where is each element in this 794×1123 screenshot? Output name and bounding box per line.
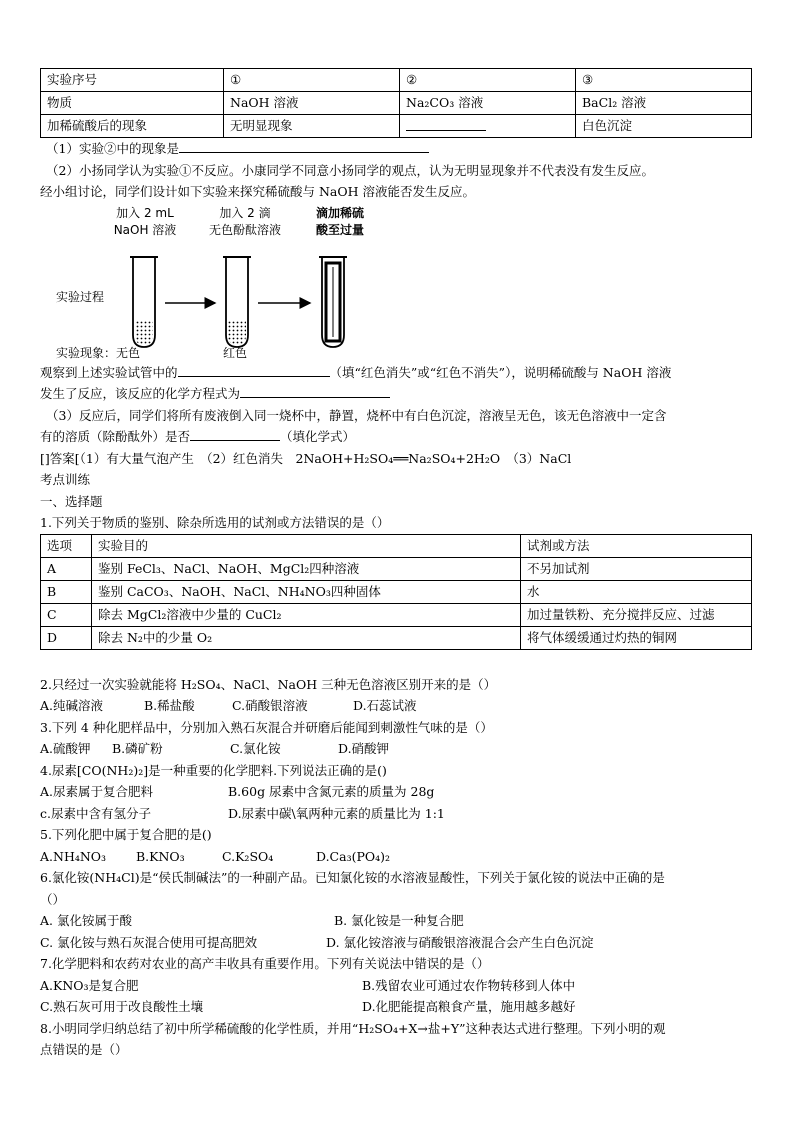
document-page: [40, 68, 752, 1061]
table-cell: 水: [521, 580, 752, 603]
option-b[interactable]: B. 氯化铵是一种复合肥: [334, 913, 464, 928]
question-text: 有的溶质（除酚酞外）是否: [40, 429, 191, 444]
table-header-cell: ②: [400, 69, 576, 92]
table-header-cell: 实验序号: [41, 69, 224, 92]
option-c[interactable]: C.硝酸银溶液: [232, 698, 308, 713]
question-text: （填化学式）: [280, 429, 356, 444]
option-d[interactable]: D. 氯化铵溶液与硝酸银溶液混合会产生白色沉淀: [326, 934, 594, 950]
question-line: 4.尿素[CO(NH₂)₂]是一种重要的化学肥料.下列说法正确的是(): [40, 762, 387, 778]
table-cell: 将气体缓缓通过灼热的铜网: [521, 626, 752, 649]
step1-line: 加入 2 mL: [116, 205, 174, 220]
phenomenon-red-label: 红色: [222, 345, 247, 360]
option-c[interactable]: c.尿素中含有氢分子: [40, 805, 151, 821]
answer-blank[interactable]: [240, 384, 390, 398]
option-d[interactable]: D.化肥能提高粮食产量，施用越多越好: [362, 999, 576, 1014]
step2-line: 加入 2 滴: [219, 205, 271, 220]
option-a[interactable]: A.KNO₃是复合肥: [40, 977, 139, 993]
question-text: 发生了反应，该反应的化学方程式为: [40, 386, 241, 401]
table-cell: A: [41, 557, 92, 580]
table-cell: 无明显现象: [224, 115, 400, 138]
question-line: [40, 383, 752, 405]
options-line: [40, 781, 752, 803]
test-tube-2-icon: [223, 257, 251, 347]
test-tube-3-icon: [319, 257, 347, 347]
question-line: （）: [40, 891, 66, 907]
table-row: [41, 69, 752, 92]
options-line: [40, 910, 752, 932]
table-header-cell: ③: [576, 69, 752, 92]
test-tube-1-icon: [130, 257, 158, 347]
option-d[interactable]: D.尿素中碳\氧两种元素的质量比为 1:1: [228, 805, 445, 821]
option-b[interactable]: B.磷矿粉: [112, 741, 163, 756]
table-row: [41, 626, 752, 649]
question-line: [40, 138, 752, 160]
table-cell: 加过量铁粉、充分搅拌反应、过滤: [521, 603, 752, 626]
option-d[interactable]: D.石蕊试液: [353, 698, 417, 713]
question-line: 6.氯化铵(NH₄Cl)是“侯氏制碱法”的一种副产品。已知氯化铵的水溶液显酸性，下列关于氯化铵的说法中正确的是: [40, 870, 665, 885]
option-a[interactable]: A.NH₄NO₃: [40, 848, 107, 864]
table-cell: 白色沉淀: [576, 115, 752, 138]
table-header-cell: ①: [224, 69, 400, 92]
table-header-cell: 实验目的: [92, 534, 521, 557]
table-row: [41, 534, 752, 557]
table-row: [41, 580, 752, 603]
answer-line: []答案[（1）有大量气泡产生 （2）红色消失 2NaOH+H₂SO₄══Na₂SO₄+2H₂O （3）NaCl: [40, 450, 572, 466]
table-cell: C: [41, 603, 92, 626]
question-text: 观察到上述实验试管中的: [40, 364, 178, 380]
answer-blank[interactable]: [178, 363, 330, 377]
test-tubes-diagram: [40, 205, 440, 362]
options-line: [40, 846, 752, 868]
experiment-figure: [40, 205, 752, 362]
option-a[interactable]: A.纯碱溶液: [40, 698, 104, 713]
option-b[interactable]: B.稀盐酸: [144, 698, 195, 713]
question-line: 1.下列关于物质的鉴别、除杂所选用的试剂或方法错误的是（）: [40, 515, 390, 530]
step2-line: 无色酚酞溶液: [208, 222, 281, 237]
step3-line: 酸至过量: [315, 222, 364, 237]
table-row: [41, 92, 752, 115]
question-line: 5.下列化肥中属于复合肥的是(): [40, 827, 212, 842]
option-d[interactable]: D.Ca₃(PO₄)₂: [316, 848, 391, 864]
question-text: （填“红色消失”或“红色不消失”），说明稀硫酸与 NaOH 溶液: [329, 364, 672, 380]
options-line: [40, 803, 752, 825]
question-line: 点错误的是（）: [40, 1042, 128, 1057]
question-line: 8.小明同学归纳总结了初中所学稀硫酸的化学性质，并用“H₂SO₄+X→盐+Y”这种表达式进行整理。下列小明的观: [40, 1020, 666, 1036]
process-label: 实验过程: [56, 289, 105, 304]
options-table: [40, 534, 752, 650]
option-b[interactable]: B.60g 尿素中含氮元素的质量为 28g: [228, 784, 435, 799]
question-line: （3）反应后，同学们将所有废液倒入同一烧杯中，静置，烧杯中有白色沉淀，溶液呈无色，该无色溶液中一定含: [46, 407, 667, 423]
table-cell: BaCl₂ 溶液: [576, 92, 752, 115]
table-cell: 除去 MgCl₂溶液中少量的 CuCl₂: [92, 603, 521, 626]
table-header-cell: 选项: [41, 534, 92, 557]
table-cell: D: [41, 626, 92, 649]
option-b[interactable]: B.残留农业可通过农作物转移到人体中: [362, 977, 576, 993]
question-line: （2）小扬同学认为实验①不反应。小康同学不同意小扬同学的观点，认为无明显现象并不代表没有发生反应。: [46, 162, 654, 178]
question-line: 3.下列 4 种化肥样品中，分别加入熟石灰混合并研磨后能闻到刺激性气味的是（）: [40, 719, 493, 735]
answer-blank[interactable]: [179, 139, 429, 153]
options-line: [40, 996, 752, 1018]
phenomenon-label: 实验现象：无色: [56, 345, 141, 360]
table-cell: 鉴别 FeCl₃、NaCl、NaOH、MgCl₂四种溶液: [92, 557, 521, 580]
option-c[interactable]: C.熟石灰可用于改良酸性土壤: [40, 999, 204, 1014]
table-cell: 鉴别 CaCO₃、NaOH、NaCl、NH₄NO₃四种固体: [92, 580, 521, 603]
experiment-table: [40, 68, 752, 138]
question-text: （1）实验②中的现象是: [46, 141, 179, 156]
section-title: 考点训练: [40, 472, 91, 487]
option-c[interactable]: C. 氯化铵与熟石灰混合使用可提高肥效: [40, 934, 258, 950]
table-cell: Na₂CO₃ 溶液: [400, 92, 576, 115]
option-a[interactable]: A. 氯化铵属于酸: [40, 913, 132, 928]
question-line: 经小组讨论，同学们设计如下实验来探究稀硫酸与 NaOH 溶液能否发生反应。: [40, 184, 475, 199]
table-cell: NaOH 溶液: [224, 92, 400, 115]
answer-blank[interactable]: [190, 427, 280, 441]
option-a[interactable]: A.尿素属于复合肥料: [40, 784, 154, 799]
section-title: 一、选择题: [40, 493, 103, 509]
table-row: [41, 603, 752, 626]
options-line: [40, 695, 752, 717]
table-cell: 加稀硫酸后的现象: [41, 115, 224, 138]
table-cell-blank: [400, 115, 576, 138]
answer-blank[interactable]: [406, 117, 486, 131]
option-c[interactable]: C.氯化铵: [230, 741, 281, 756]
spacer: [40, 650, 752, 674]
table-cell: B: [41, 580, 92, 603]
table-cell: 不另加试剂: [521, 557, 752, 580]
option-a[interactable]: A.硫酸钾: [40, 741, 91, 756]
question-line: [40, 426, 752, 448]
table-header-cell: 试剂或方法: [521, 534, 752, 557]
question-line: 7.化学肥料和农药对农业的高产丰收具有重要作用。下列有关说法中错误的是（）: [40, 956, 490, 971]
options-line: [40, 738, 752, 760]
question-line: 2.只经过一次实验就能将 H₂SO₄、NaCl、NaOH 三种无色溶液区别开来的是（）: [40, 676, 497, 692]
step1-line: NaOH 溶液: [113, 222, 177, 237]
table-row: [41, 557, 752, 580]
table-cell: 除去 N₂中的少量 O₂: [92, 626, 521, 649]
option-d[interactable]: D.硝酸钾: [338, 741, 390, 756]
table-row: [41, 115, 752, 138]
option-b[interactable]: B.KNO₃: [136, 848, 185, 864]
step3-line: 滴加稀硫: [315, 205, 364, 220]
question-line: [40, 362, 752, 384]
table-cell: 物质: [41, 92, 224, 115]
option-c[interactable]: C.K₂SO₄: [222, 848, 274, 864]
options-line: [40, 975, 752, 997]
options-line: [40, 932, 752, 954]
